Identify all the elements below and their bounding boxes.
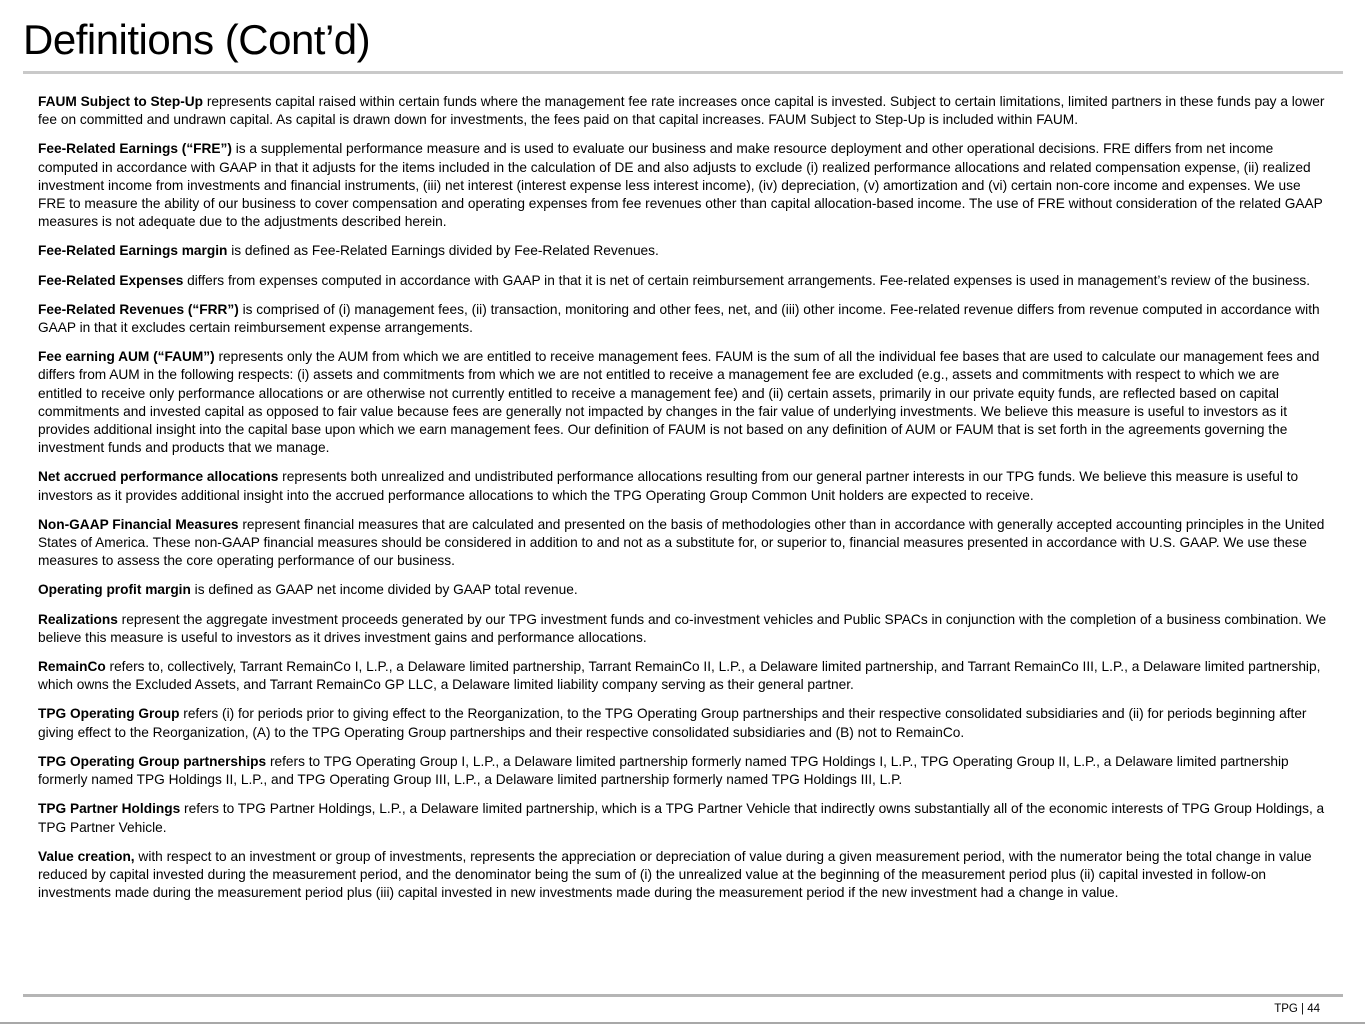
definition-paragraph	[38, 468, 1327, 504]
definition-paragraph	[38, 581, 1327, 599]
definition-text: represent financial measures that are calculated and presented on the basis of methodologies other than in accordance with generally accepted accounting principles in the United States of America. These non-GAAP financial measures should be considered in addition to and not as a substitute for, or superior to, financial measures presented in accordance with U.S. GAAP. We use these measures to assess the core operating performance of our business.	[38, 516, 1325, 569]
definition-paragraph	[38, 348, 1327, 457]
definition-text: represents capital raised within certain funds where the management fee rate increases once capital is invested. Subject to certain limitations, limited partners in these funds pay a lower fee on committed and undrawn capital. As capital is drawn down for investments, the fees paid on that capital increases. FAUM Subject to Step-Up is included within FAUM.	[38, 94, 1325, 128]
definitions-list	[38, 93, 1327, 913]
definition-paragraph	[38, 848, 1327, 903]
definition-text: is defined as Fee-Related Earnings divided by Fee-Related Revenues.	[227, 243, 659, 259]
definition-text: refers to TPG Operating Group I, L.P., a Delaware limited partnership formerly named TPG Holdings I, L.P., TPG Operating Group II, L.P., a Delaware limited partnership formerly named TPG Holdings II, L.P., and TPG Operating Group III, L.P., a Delaware limited partnership formerly named TPG Holdings III, L.P.	[38, 753, 1289, 788]
definition-term: Realizations	[38, 611, 118, 627]
definition-term: RemainCo	[38, 659, 106, 675]
footer-divider	[23, 994, 1343, 997]
definition-term: Non-GAAP Financial Measures	[38, 516, 239, 532]
definition-term: Net accrued performance allocations	[38, 469, 279, 485]
definition-text: differs from expenses computed in accordance with GAAP in that it is net of certain reimbursement arrangements. Fee-related expenses is used in management’s review of the business.	[183, 272, 1311, 288]
definition-text: represents only the AUM from which we are entitled to receive management fees. FAUM is the sum of all the individual fee bases that are used to calculate our management fees and differs from AUM in the following respects: (i) assets and commitments from which we are not entitled to receive a management fee are excluded (e.g., assets and commitments with respect to which we are entitled to receive only performance allocations or are otherwise not currently entitled to receive a management fee) and (ii) certain assets, primarily in our private equity funds, are reflected based on capital commitments and invested capital as opposed to fair value because fees are generally not impacted by changes in the fair value of underlying investments. We believe this measure is useful to investors as it provides additional insight into the capital base upon which we earn management fees. Our definition of FAUM is not based on any definition of AUM or FAUM that is set forth in the agreements governing the investment funds and products that we manage.	[38, 349, 1320, 456]
definition-term: Fee earning AUM (“FAUM”)	[38, 349, 215, 365]
definition-paragraph	[38, 800, 1327, 836]
definition-text: refers to TPG Partner Holdings, L.P., a Delaware limited partnership, which is a TPG Partner Vehicle that indirectly owns substantially all of the economic interests of TPG Group Holdings, a TPG Partner Vehicle.	[38, 801, 1325, 835]
definition-paragraph	[38, 753, 1327, 789]
definition-text: represent the aggregate investment proceeds generated by our TPG investment funds and co-investment vehicles and Public SPACs in conjunction with the completion of a business combination. We believe this measure is useful to investors as it drives investment gains and performance allocations.	[38, 611, 1327, 645]
definition-paragraph	[38, 516, 1327, 571]
page-number-footer: TPG | 44	[1274, 1003, 1320, 1015]
definition-text: with respect to an investment or group of investments, represents the appreciation or depreciation of value during a given measurement period, with the numerator being the total change in value reduced by capital invested during the measurement period, and the denominator being the sum of (i) the unrealized value at the beginning of the measurement period plus (ii) capital invested in follow-on investments made during the measurement period plus (iii) capital invested in new investments made during the measurement period if the new investment had a change in value.	[38, 848, 1312, 901]
page-title: Definitions (Cont’d)	[23, 16, 371, 63]
definition-text: is a supplemental performance measure and is used to evaluate our business and make resource deployment and other operational decisions. FRE differs from net income computed in accordance with GAAP in that it adjusts for the items included in the calculation of DE and also adjusts to exclude (i) realized performance allocations and related compensation expense, (ii) realized investment income from investments and financial instruments, (iii) net interest (interest expense less interest income), (iv) depreciation, (v) amortization and (vi) certain non-core income and expenses. We use FRE to measure the ability of our business to cover compensation and operating expenses from fee revenues other than capital allocation-based income. The use of FRE without consideration of the related GAAP measures is not adequate due to the adjustments described herein.	[38, 141, 1323, 230]
definition-term: Fee-Related Expenses	[38, 272, 184, 288]
definition-text: refers (i) for periods prior to giving effect to the Reorganization, to the TPG Operating Group partnerships and their respective consolidated subsidiaries and (ii) for periods beginning after giving effect to the Reorganization, (A) to the TPG Operating Group partnerships and their respective consolidated subsidiaries and (B) not to RemainCo.	[38, 706, 1307, 740]
definition-term: TPG Operating Group	[38, 706, 180, 722]
definition-term: Fee-Related Earnings (“FRE”)	[38, 141, 232, 157]
definition-paragraph	[38, 301, 1327, 337]
definition-paragraph	[38, 242, 1327, 260]
definition-term: Fee-Related Revenues (“FRR”)	[38, 301, 239, 317]
title-divider	[23, 71, 1343, 74]
definition-text: is comprised of (i) management fees, (ii) transaction, monitoring and other fees, net, and (iii) other income. Fee-related revenue differs from revenue computed in accordance with GAAP in that it excludes certain reimbursement expense arrangements.	[38, 301, 1320, 336]
definition-text: represents both unrealized and undistributed performance allocations resulting from our general partner interests in our TPG funds. We believe this measure is useful to investors as it provides additional insight into the accrued performance allocations to which the TPG Operating Group Common Unit holders are expected to receive.	[38, 469, 1299, 503]
definition-term: FAUM Subject to Step-Up	[38, 94, 204, 109]
definition-text: is defined as GAAP net income divided by GAAP total revenue.	[190, 582, 578, 598]
definition-term: TPG Operating Group partnerships	[38, 753, 267, 769]
definition-paragraph	[38, 611, 1327, 647]
definition-paragraph	[38, 658, 1327, 694]
definition-term: TPG Partner Holdings	[38, 801, 181, 817]
definition-term: Fee-Related Earnings margin	[38, 243, 228, 259]
definition-paragraph	[38, 93, 1327, 129]
definition-paragraph	[38, 140, 1327, 231]
definition-term: Operating profit margin	[38, 582, 191, 598]
definition-text: refers to, collectively, Tarrant RemainCo I, L.P., a Delaware limited partnership, Tarrant RemainCo II, L.P., a Delaware limited partnership, and Tarrant RemainCo III, L.P., a Delaware limited partnership, which owns the Excluded Assets, and Tarrant RemainCo GP LLC, a Delaware limited liability company serving as their general partner.	[38, 659, 1321, 693]
definition-paragraph	[38, 272, 1327, 290]
definition-paragraph	[38, 705, 1327, 741]
definition-term: Value creation,	[38, 848, 135, 864]
